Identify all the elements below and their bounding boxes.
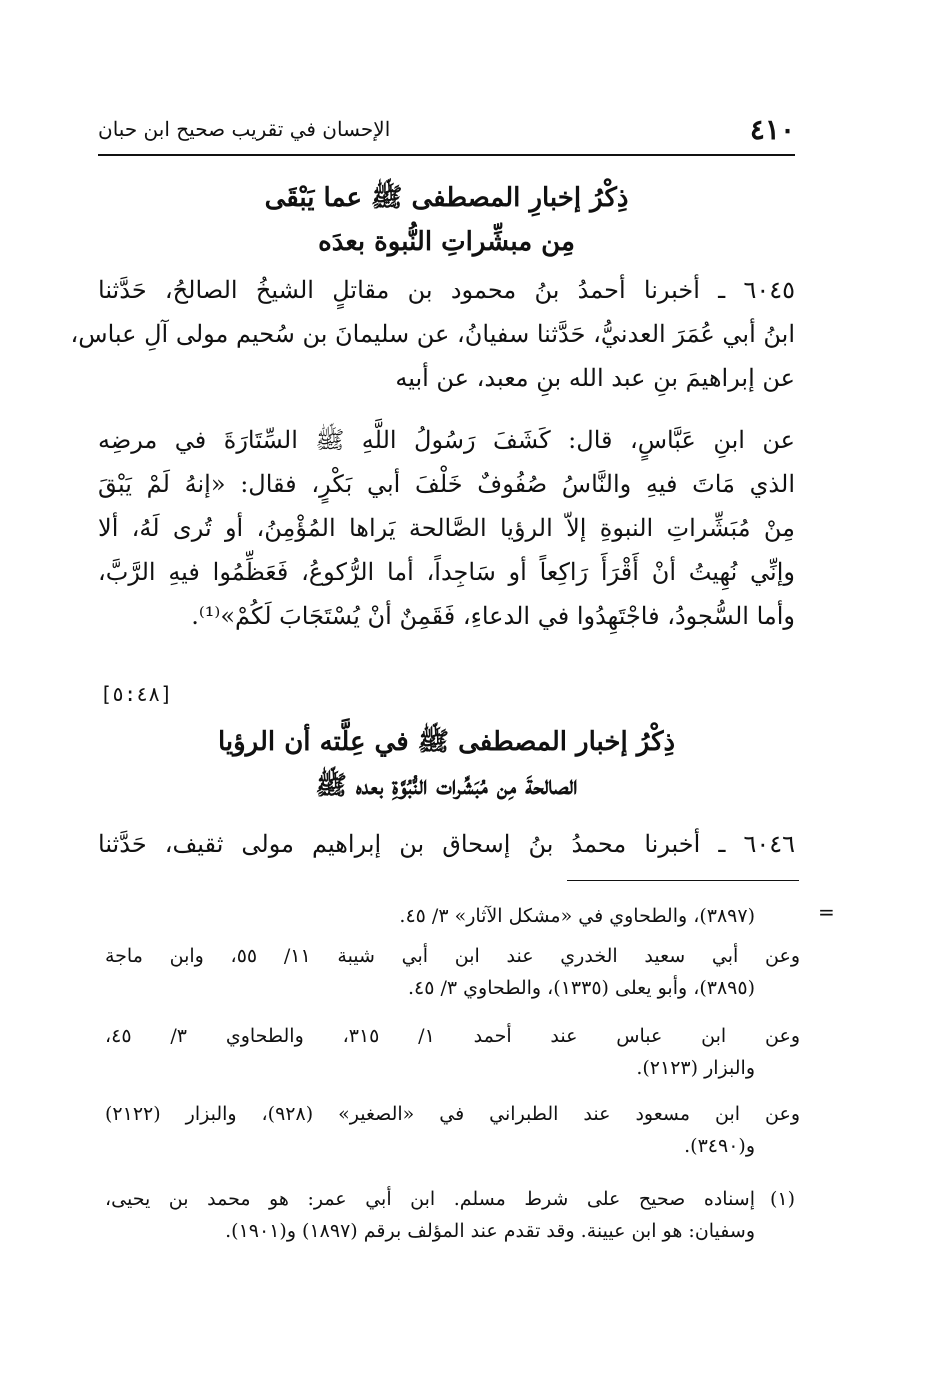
- text-line: الذي مَاتَ فيهِ والنَّاسُ صُفُوفٌ خَلْفَ أبي بَكْرٍ، فقال: «إنهُ لَمْ يَبْقَ: [98, 470, 795, 498]
- footnote-continued: [105, 1098, 800, 1130]
- footnote-continued: [105, 1020, 800, 1052]
- footnote-continuation-mark: =: [818, 900, 835, 924]
- hadith-matn-6045: [98, 418, 795, 638]
- footnote-continued: [105, 900, 755, 932]
- hadith-isnad-6045: [70, 268, 795, 400]
- text-line: ٦٠٤٥ ـ أخبرنا أحمدُ بنُ محمود بن مقاتلٍ الشيخُ الصالحُ، حَدَّثنا: [98, 276, 795, 304]
- page-number: ٤١٠: [749, 113, 795, 146]
- footnote-line: وعن أبي سعيد الخدري عند ابن أبي شيبة ١١/ ٥٥، وابن ماجة: [105, 945, 800, 967]
- footnote-marker: (١): [770, 1188, 796, 1210]
- text-line: ٦٠٤٦ ـ أخبرنا محمدُ بنُ إسحاق بن إبراهيم مولى ثقيف، حَدَّثنا: [98, 830, 795, 858]
- footnote-line: وعن ابن مسعود عند الطبراني في «الصغير» (٩٢٨)، والبزار (٢١٢٢): [105, 1103, 800, 1125]
- section-heading-2: [98, 720, 795, 808]
- text-line: عن إبراهيمَ بنِ عبد الله بنِ معبد، عن أبيه: [395, 364, 795, 392]
- text-line: مِنْ مُبَشِّراتِ النبوةِ إلاّ الرؤيا الصَّالحة يَراها المُؤْمِنُ، أو تُرى لَهُ، ألا: [98, 514, 795, 542]
- heading-line: ذِكْرُ إخبارِ المصطفى ﷺ عما يَبْقَى: [264, 183, 629, 213]
- footnote-continued: [105, 1130, 755, 1162]
- footnote-line: و(٣٤٩٠).: [684, 1135, 755, 1157]
- page-header: [98, 113, 795, 153]
- text-line: ابنُ أبي عُمَرَ العدنيُّ، حَدَّثنا سفيانُ، عن سليمانَ بن سُحيم مولى آلِ عباس،: [70, 320, 795, 348]
- header-rule: [98, 154, 795, 156]
- hadith-reference: [٥:٤٨]: [100, 682, 173, 706]
- footnote-continued: [105, 972, 755, 1004]
- text-line: عن ابنِ عَبَّاسٍ، قال: كَشَفَ رَسُولُ اللَّهِ ﷺ السِّتَارَةَ في مرضِه: [98, 426, 795, 454]
- footnote-line: والبزار (٢١٢٣).: [636, 1057, 755, 1079]
- footnote-continued: [105, 1052, 755, 1084]
- text-line: وأما السُّجودُ، فاجْتَهِدُوا في الدعاءِ، فَقَمِنٌ أنْ يُسْتَجَابَ لَكُمْ»⁽¹⁾.: [191, 602, 795, 630]
- footnote-line: (٣٨٩٧)، والطحاوي في «مشكل الآثار» ٣/ ٤٥.: [399, 905, 755, 927]
- hadith-isnad-6046: [98, 822, 795, 866]
- footnote-separator: [567, 880, 799, 881]
- heading-line: الصالحةَ مِن مُبَشِّرات النُّبُوَّةِ بعده ﷺ: [315, 771, 578, 801]
- footnote-line: إسناده صحيح على شرط مسلم. ابن أبي عمر: هو محمد بن يحيى،: [105, 1188, 755, 1210]
- footnote-1: [105, 1183, 755, 1247]
- heading-line: مِن مبشِّراتِ النُّبوة بعدَه: [318, 227, 575, 257]
- running-title: الإحسان في تقريب صحيح ابن حبان: [98, 117, 391, 141]
- section-heading-1: [98, 176, 795, 264]
- footnote-continued: [105, 940, 800, 972]
- footnote-line: (٣٨٩٥)، وأبو يعلى (١٣٣٥)، والطحاوي ٣/ ٤٥.: [408, 977, 755, 999]
- footnote-line: وسفيان: هو ابن عيينة. وقد تقدم عند المؤلف برقم (١٨٩٧) و(١٩٠١).: [225, 1220, 755, 1242]
- heading-line: ذِكْرُ إخبار المصطفى ﷺ في عِلَّته أن الرؤيا: [217, 727, 676, 757]
- text-line: وإنِّي نُهِيتُ أنْ أَقْرَأَ رَاكِعاً أو سَاجِداً، أما الرُّكوعُ، فَعَظِّمُوا فيهِ الرَّبَّ،: [98, 558, 795, 586]
- footnote-line: وعن ابن عباس عند أحمد ١/ ٣١٥، والطحاوي ٣/ ٤٥،: [105, 1025, 800, 1047]
